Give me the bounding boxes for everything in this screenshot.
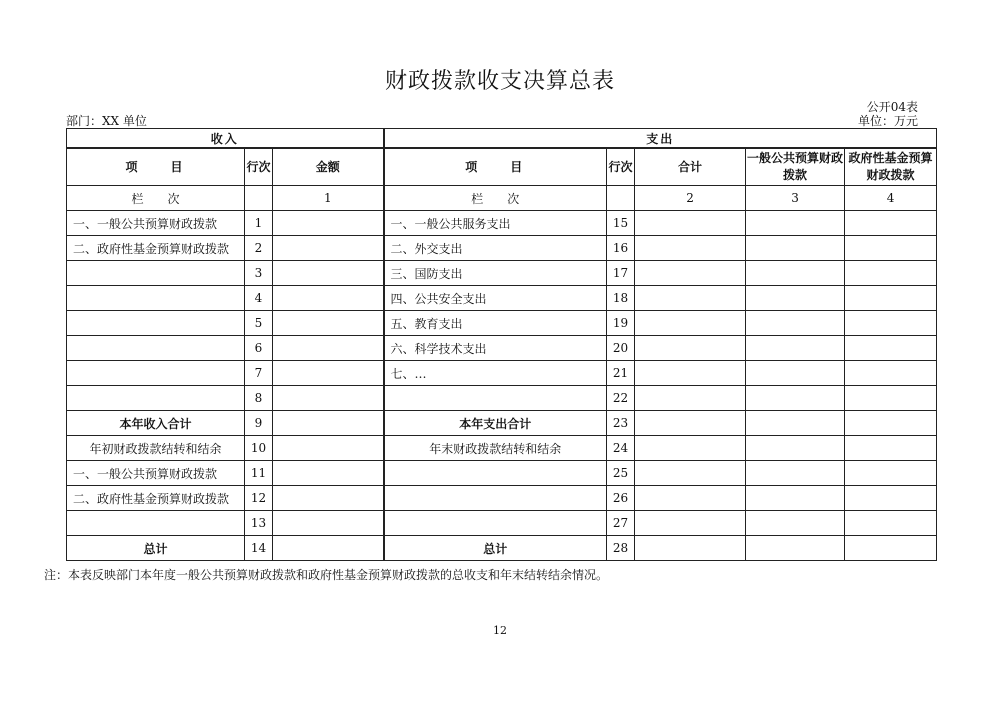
expense-fund-cell — [845, 511, 937, 536]
expense-fund-cell — [845, 461, 937, 486]
expense-general-cell — [746, 486, 845, 511]
expense-total-cell — [635, 286, 746, 311]
income-line-cell: 7 — [245, 361, 273, 386]
income-amount-cell — [273, 536, 384, 561]
expense-fund-cell — [845, 211, 937, 236]
expense-line-cell: 25 — [607, 461, 635, 486]
general-budget-header: 一般公共预算财政拨款 — [746, 148, 845, 186]
income-amount-cell — [273, 386, 384, 411]
expense-total-cell — [635, 236, 746, 261]
expense-total-cell — [635, 486, 746, 511]
table-row — [67, 311, 937, 336]
expense-total-cell — [635, 411, 746, 436]
income-line-cell: 4 — [245, 286, 273, 311]
table-row — [67, 261, 937, 286]
income-amount-cell — [273, 361, 384, 386]
table-row — [67, 511, 937, 536]
expense-item-cell — [384, 486, 607, 511]
income-amount-cell — [273, 211, 384, 236]
table-row — [67, 486, 937, 511]
expense-fund-cell — [845, 411, 937, 436]
expense-total-cell — [635, 511, 746, 536]
fund-budget-header: 政府性基金预算财政拨款 — [845, 148, 937, 186]
income-amount-cell — [273, 236, 384, 261]
expense-total-cell — [635, 461, 746, 486]
column-index-total: 2 — [635, 186, 746, 211]
page-number: 12 — [493, 624, 507, 637]
expense-item-cell: 四、公共安全支出 — [384, 286, 607, 311]
expense-total-cell — [635, 361, 746, 386]
expense-item-cell — [384, 461, 607, 486]
expense-general-cell — [746, 211, 845, 236]
table-row — [67, 436, 937, 461]
expense-total-cell — [635, 261, 746, 286]
expense-general-cell — [746, 536, 845, 561]
income-line-cell: 1 — [245, 211, 273, 236]
expense-line-cell: 16 — [607, 236, 635, 261]
table-row — [67, 411, 937, 436]
page-title: 财政拨款收支决算总表 — [384, 69, 615, 94]
income-line-cell: 3 — [245, 261, 273, 286]
income-line-cell: 2 — [245, 236, 273, 261]
expense-general-cell — [746, 311, 845, 336]
expense-line-cell: 24 — [607, 436, 635, 461]
expense-general-cell — [746, 436, 845, 461]
expense-line-cell: 22 — [607, 386, 635, 411]
expense-fund-cell — [845, 361, 937, 386]
expense-general-cell — [746, 386, 845, 411]
income-item-cell — [67, 361, 245, 386]
expense-fund-cell — [845, 336, 937, 361]
expense-general-cell — [746, 361, 845, 386]
expense-line-cell: 23 — [607, 411, 635, 436]
expense-item-cell — [384, 386, 607, 411]
income-amount-cell — [273, 461, 384, 486]
income-item-cell: 一、一般公共预算财政拨款 — [67, 211, 245, 236]
expense-general-cell — [746, 461, 845, 486]
table-row — [67, 536, 937, 561]
expense-item-cell: 五、教育支出 — [384, 311, 607, 336]
expense-total-cell — [635, 436, 746, 461]
expense-total-cell — [635, 386, 746, 411]
expense-general-cell — [746, 411, 845, 436]
expense-line-cell: 17 — [607, 261, 635, 286]
table-row — [67, 386, 937, 411]
column-index-general: 3 — [746, 186, 845, 211]
expense-general-cell — [746, 511, 845, 536]
expense-line-cell: 21 — [607, 361, 635, 386]
section-header-row — [67, 129, 937, 149]
income-item-cell — [67, 311, 245, 336]
table-row — [67, 211, 937, 236]
expense-item-cell: 六、科学技术支出 — [384, 336, 607, 361]
column-index-label-2: 栏 次 — [384, 186, 607, 211]
expense-total-cell — [635, 211, 746, 236]
expense-line-header: 行次 — [607, 148, 635, 186]
column-index-amount: 1 — [273, 186, 384, 211]
expense-section-header: 支出 — [384, 129, 937, 149]
expense-item-header: 项 目 — [384, 148, 607, 186]
expense-general-cell — [746, 286, 845, 311]
income-amount-cell — [273, 311, 384, 336]
expense-line-cell: 27 — [607, 511, 635, 536]
income-amount-cell — [273, 336, 384, 361]
income-line-cell: 6 — [245, 336, 273, 361]
expense-fund-cell — [845, 286, 937, 311]
unit-label: 单位：万元 — [857, 114, 918, 128]
column-index-blank-2 — [607, 186, 635, 211]
income-item-cell: 总计 — [67, 536, 245, 561]
expense-fund-cell — [845, 311, 937, 336]
income-item-cell: 二、政府性基金预算财政拨款 — [67, 486, 245, 511]
income-item-cell — [67, 261, 245, 286]
income-line-cell: 11 — [245, 461, 273, 486]
income-item-cell — [67, 386, 245, 411]
expense-line-cell: 18 — [607, 286, 635, 311]
income-item-cell: 二、政府性基金预算财政拨款 — [67, 236, 245, 261]
column-index-label: 栏 次 — [67, 186, 245, 211]
income-line-cell: 5 — [245, 311, 273, 336]
expense-line-cell: 26 — [607, 486, 635, 511]
expense-total-cell — [635, 536, 746, 561]
expense-item-cell: 七、… — [384, 361, 607, 386]
column-index-blank — [245, 186, 273, 211]
amount-header: 金额 — [273, 148, 384, 186]
expense-fund-cell — [845, 261, 937, 286]
expense-line-cell: 20 — [607, 336, 635, 361]
expense-item-cell: 本年支出合计 — [384, 411, 607, 436]
table-row — [67, 461, 937, 486]
column-header-row — [67, 148, 937, 186]
column-index-row — [67, 186, 937, 211]
expense-fund-cell — [845, 236, 937, 261]
expense-fund-cell — [845, 386, 937, 411]
income-item-cell — [67, 286, 245, 311]
table-row — [67, 236, 937, 261]
income-line-cell: 8 — [245, 386, 273, 411]
income-item-cell — [67, 336, 245, 361]
expense-fund-cell — [845, 536, 937, 561]
form-number: 公开04表 — [866, 100, 918, 114]
finance-summary-table — [66, 128, 937, 561]
expense-total-cell — [635, 336, 746, 361]
income-item-header: 项 目 — [67, 148, 245, 186]
income-line-header: 行次 — [245, 148, 273, 186]
expense-total-cell — [635, 311, 746, 336]
table-row — [67, 336, 937, 361]
total-header: 合计 — [635, 148, 746, 186]
income-item-cell: 一、一般公共预算财政拨款 — [67, 461, 245, 486]
expense-item-cell: 一、一般公共服务支出 — [384, 211, 607, 236]
expense-fund-cell — [845, 436, 937, 461]
income-amount-cell — [273, 286, 384, 311]
income-item-cell: 本年收入合计 — [67, 411, 245, 436]
expense-line-cell: 15 — [607, 211, 635, 236]
income-amount-cell — [273, 261, 384, 286]
income-line-cell: 13 — [245, 511, 273, 536]
expense-item-cell: 三、国防支出 — [384, 261, 607, 286]
income-line-cell: 12 — [245, 486, 273, 511]
income-amount-cell — [273, 436, 384, 461]
income-line-cell: 9 — [245, 411, 273, 436]
income-amount-cell — [273, 411, 384, 436]
income-line-cell: 10 — [245, 436, 273, 461]
income-amount-cell — [273, 511, 384, 536]
income-item-cell: 年初财政拨款结转和结余 — [67, 436, 245, 461]
expense-fund-cell — [845, 486, 937, 511]
income-amount-cell — [273, 486, 384, 511]
table-footnote: 注：本表反映部门本年度一般公共预算财政拨款和政府性基金预算财政拨款的总收支和年末结转结余情况。 — [44, 568, 609, 582]
table-row — [67, 286, 937, 311]
expense-general-cell — [746, 336, 845, 361]
income-section-header: 收入 — [67, 129, 384, 149]
expense-general-cell — [746, 261, 845, 286]
table-row — [67, 361, 937, 386]
expense-line-cell: 28 — [607, 536, 635, 561]
expense-item-cell: 二、外交支出 — [384, 236, 607, 261]
expense-line-cell: 19 — [607, 311, 635, 336]
department-label: 部门：XX 单位 — [66, 114, 147, 128]
expense-item-cell — [384, 511, 607, 536]
expense-general-cell — [746, 236, 845, 261]
column-index-fund: 4 — [845, 186, 937, 211]
expense-item-cell: 总计 — [384, 536, 607, 561]
income-item-cell — [67, 511, 245, 536]
income-line-cell: 14 — [245, 536, 273, 561]
expense-item-cell: 年末财政拨款结转和结余 — [384, 436, 607, 461]
